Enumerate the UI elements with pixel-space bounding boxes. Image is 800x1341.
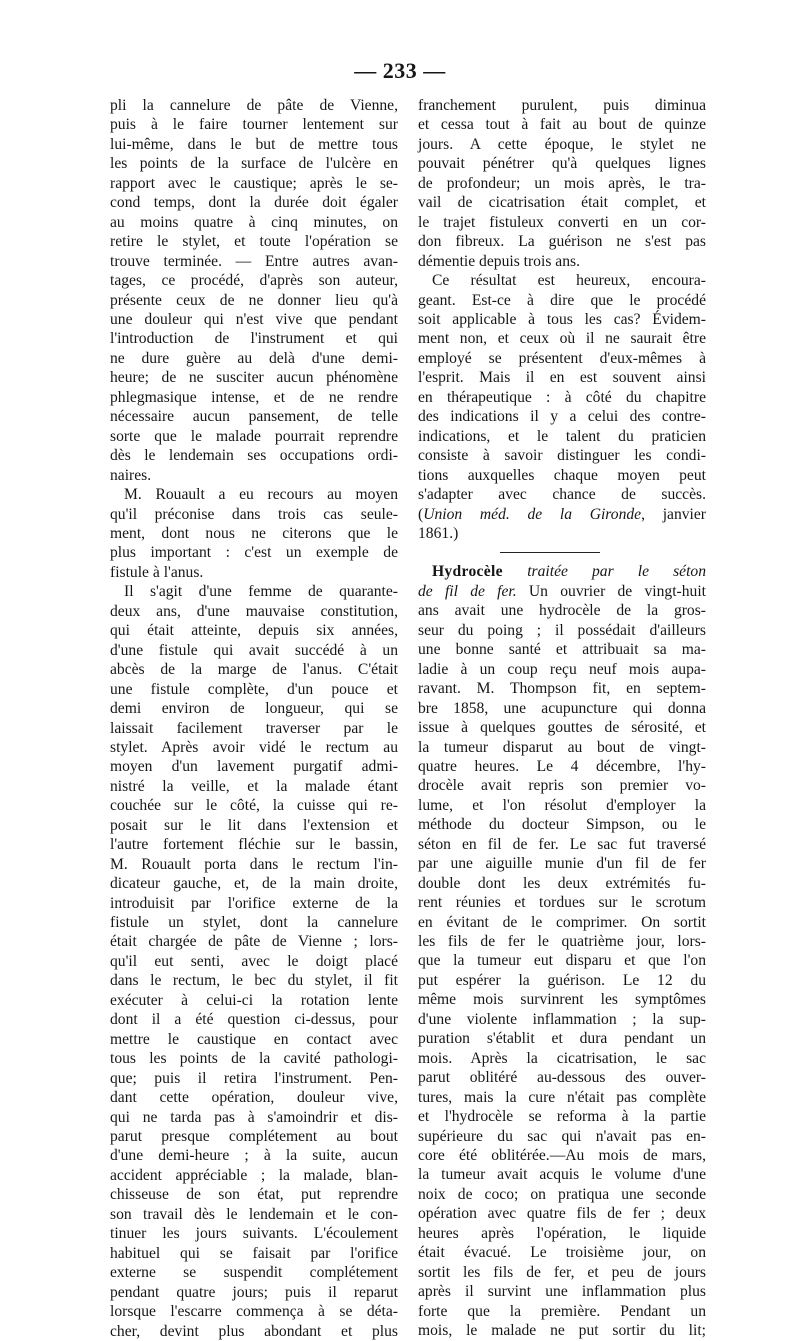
text-line: drocèle avait repris son premier vo- bbox=[418, 777, 706, 795]
text-line: de fil de fer. Un ouvrier de vingt-huit bbox=[418, 582, 706, 600]
text-line: sorte que le malade pourrait reprendre bbox=[110, 427, 398, 445]
text-line: M. Rouault porta dans le rectum l'in- bbox=[110, 855, 398, 873]
text-line: soit applicable à tous les cas? Évidem- bbox=[418, 310, 706, 328]
text-line: externe se suspendit complétement bbox=[110, 1264, 398, 1282]
text-line: heure; de ne susciter aucun phénomène bbox=[110, 369, 398, 387]
text-line: 1861.) bbox=[418, 524, 459, 542]
text-line: cher, devint plus abondant et plus bbox=[110, 1322, 398, 1340]
text-line: une douleur qui n'est vive que pendant bbox=[110, 310, 398, 328]
text-line: (Union méd. de la Gironde, janvier bbox=[418, 505, 707, 523]
text-line: par une aiguille munie d'un fil de fer bbox=[418, 855, 706, 873]
text-line: mois, le malade ne put sortir du lit; bbox=[418, 1322, 706, 1340]
text-line: lorsque l'escarre commença à se déta- bbox=[110, 1303, 398, 1321]
text-line: seur du poing ; il possédait d'ailleurs bbox=[418, 621, 706, 639]
text-line: les fils de fer le quatrième jour, lors- bbox=[418, 933, 706, 951]
text-line: bre 1858, une acupuncture qui donna bbox=[418, 699, 706, 717]
text-line: ment, dont nous ne citerons que le bbox=[110, 524, 398, 542]
text-line: était chargée de pâte de Vienne ; lors- bbox=[110, 933, 398, 951]
text-line: abcès de la marge de l'anus. C'était bbox=[110, 661, 398, 679]
text-line: et cessa tout à fait au bout de quinze bbox=[418, 116, 706, 134]
text-line: des indications il y a celui des contre- bbox=[418, 408, 706, 426]
text-line: fistule un stylet, dont la cannelure bbox=[110, 914, 398, 932]
text-line: geant. Est-ce à dire que le procédé bbox=[418, 291, 706, 309]
text-line: phlegmasique intense, et de ne rendre bbox=[110, 388, 398, 406]
text-line: dont il a été question ci-dessus, pour bbox=[110, 1011, 398, 1029]
left-column bbox=[110, 96, 398, 1341]
text-line: ment non, et ceux où il ne saurait être bbox=[418, 330, 706, 348]
text-line: mettre le caustique en contact avec bbox=[110, 1030, 398, 1048]
text-line: qu'il eut senti, avec le doigt placé bbox=[110, 952, 398, 970]
text-line: tages, ce procédé, d'après son auteur, bbox=[110, 272, 398, 290]
text-line: l'introduction de l'instrument et qui bbox=[110, 330, 398, 348]
text-line: laissait facilement traverser par le bbox=[110, 719, 398, 737]
text-line: Hydrocèle traitée par le séton bbox=[432, 563, 707, 581]
text-line: vail de cicatrisation était complet, et bbox=[418, 194, 706, 212]
text-line: présente ceux de ne donner lieu qu'à bbox=[110, 291, 398, 309]
text-line: nécessaire aucun pansement, de telle bbox=[110, 408, 398, 426]
text-line: qui ne tarda pas à s'amoindrir et dis- bbox=[110, 1108, 398, 1126]
text-line: les points de la surface de l'ulcère en bbox=[110, 155, 398, 173]
text-line: introduisit par l'orifice externe de la bbox=[110, 894, 398, 912]
text-line: s'adapter avec chance de succès. bbox=[418, 486, 706, 504]
text-line: M. Rouault a eu recours au moyen bbox=[124, 486, 398, 504]
text-line: parut presque complétement au bout bbox=[110, 1128, 398, 1146]
text-line: pli la cannelure de pâte de Vienne, bbox=[110, 97, 398, 114]
text-line: don fibreux. La guérison ne s'est pas bbox=[418, 233, 706, 251]
text-line: indications, et le talent du praticien bbox=[418, 427, 706, 445]
text-line: et l'hydrocèle se reforma à la partie bbox=[418, 1108, 706, 1126]
text-line: tures, mais la cure n'était pas complète bbox=[418, 1088, 706, 1106]
text-line: tions auxquelles chaque moyen peut bbox=[418, 466, 706, 484]
text-line: jours. A cette époque, le stylet ne bbox=[418, 135, 706, 153]
text-line: puration s'établit et dura pendant un bbox=[418, 1030, 706, 1048]
text-line: une fistule complète, d'un pouce et bbox=[110, 680, 398, 698]
text-line: fistule à l'anus. bbox=[110, 563, 204, 581]
text-line: l'autre fortement fléchie sur le bassin, bbox=[110, 836, 398, 854]
text-line: le trajet fistuleux converti en un cor- bbox=[418, 213, 706, 231]
text-line: en thérapeutique : à côté du chapitre bbox=[418, 388, 706, 406]
text-line: lume, et l'on résolut d'employer la bbox=[418, 796, 706, 814]
text-line: lui-même, dans le but de mettre tous bbox=[110, 135, 398, 153]
text-line: en évitant de le comprimer. On sortit bbox=[418, 913, 706, 931]
text-line: trouve terminée. — Entre autres avan- bbox=[110, 252, 398, 270]
page-number: — 233 — bbox=[354, 58, 446, 83]
text-line: put espérer la guérison. Le 12 du bbox=[418, 971, 706, 989]
text-line: d'une demi-heure ; à la suite, aucun bbox=[110, 1147, 398, 1165]
text-line: méthode du docteur Simpson, ou le bbox=[418, 816, 706, 834]
text-line: dicateur gauche, et, de la main droite, bbox=[110, 875, 398, 893]
text-line: rent réunies et tordues sur le scrotum bbox=[418, 894, 706, 912]
text-line: core été oblitérée.—Au mois de mars, bbox=[418, 1147, 706, 1165]
text-line: tous les points de la cavité pathologi- bbox=[110, 1050, 398, 1068]
text-line: cond temps, dont la durée doit égaler bbox=[110, 194, 398, 212]
text-line: dant cette opération, douleur vive, bbox=[110, 1089, 398, 1107]
text-line: naires. bbox=[110, 466, 152, 484]
text-line: pouvait pénétrer qu'à quelques lignes bbox=[418, 155, 706, 173]
text-line: accident appréciable ; la malade, blan- bbox=[110, 1166, 398, 1184]
text-line: deux ans, d'une mauvaise constitution, bbox=[110, 602, 398, 620]
text-line: tinuer les jours suivants. L'écoulement bbox=[110, 1225, 398, 1243]
text-line: dans le rectum, le bec du stylet, il fit bbox=[110, 972, 398, 990]
text-line: qu'il préconise dans trois cas seule- bbox=[110, 505, 398, 523]
text-line: parut oblitéré au-dessous des ouver- bbox=[418, 1069, 706, 1087]
text-line: double dont les deux extrémités fu- bbox=[418, 874, 706, 892]
text-line: ladie à un coup reçu neuf mois aupa- bbox=[418, 660, 706, 678]
text-line: Ce résultat est heureux, encoura- bbox=[432, 272, 706, 290]
text-line: employé se présentent d'eux-mêmes à bbox=[418, 349, 706, 367]
text-line: dès le lendemain ses occupations ordi- bbox=[110, 447, 398, 465]
text-line: chisseuse de son état, put reprendre bbox=[110, 1186, 398, 1204]
text-line: retire le stylet, et toute l'opération se bbox=[110, 233, 398, 251]
text-line: demi environ de longueur, qui se bbox=[110, 700, 398, 718]
text-line: opération avec quatre fils de fer ; deux bbox=[418, 1205, 706, 1223]
text-line: son travail dès le lendemain et le con- bbox=[110, 1205, 398, 1223]
text-line: pendant quatre jours; puis il reparut bbox=[110, 1283, 398, 1301]
text-line: sortit les fils de fer, et peu de jours bbox=[418, 1263, 706, 1281]
text-line: moyen d'un lavement purgatif admi- bbox=[110, 758, 398, 776]
text-line: séton en fil de fer. Le sac fut traversé bbox=[418, 835, 706, 853]
text-line: supérieure du sac qui n'avait pas en- bbox=[418, 1127, 706, 1145]
text-line: Il s'agit d'une femme de quarante- bbox=[124, 583, 398, 601]
text-line: couchée sur le côté, la cuisse qui re- bbox=[110, 797, 398, 815]
text-line: heures après l'opération, le liquide bbox=[418, 1224, 706, 1242]
text-line: la tumeur avait acquis le volume d'une bbox=[418, 1166, 706, 1184]
text-line: d'une fistule qui avait succédé à un bbox=[110, 641, 398, 659]
text-line: de profondeur; un mois après, le tra- bbox=[418, 174, 706, 192]
right-column bbox=[418, 96, 706, 1341]
text-line: exécuter à celui-ci la rotation lente bbox=[110, 991, 398, 1009]
text-line: ravant. M. Thompson fit, en septem- bbox=[418, 680, 706, 698]
text-line: habituel qui se faisait par l'orifice bbox=[110, 1244, 398, 1262]
section-divider bbox=[500, 552, 600, 553]
text-line: l'esprit. Mais il en est souvent ainsi bbox=[418, 369, 706, 387]
text-line: puis à le faire tourner lentement sur bbox=[110, 116, 398, 134]
text-line: posait sur le lit dans l'extension et bbox=[110, 816, 398, 834]
text-line: stylet. Après avoir vidé le rectum au bbox=[110, 738, 398, 756]
text-line: que la tumeur eut disparu et que l'on bbox=[418, 952, 706, 970]
text-line: quatre heures. Le 4 décembre, l'hy- bbox=[418, 757, 706, 775]
text-line: consiste à savoir distinguer les condi- bbox=[418, 447, 706, 465]
text-line: que; puis il retira l'instrument. Pen- bbox=[110, 1069, 398, 1087]
text-line: franchement purulent, puis diminua bbox=[418, 97, 706, 114]
text-line: démentie depuis trois ans. bbox=[418, 252, 580, 270]
text-line: plus important : c'est un exemple de bbox=[110, 544, 398, 562]
text-line: était évacué. Le troisième jour, on bbox=[418, 1244, 706, 1262]
text-line: après il survint une inflammation plus bbox=[418, 1283, 706, 1301]
text-line: nistré la veille, et la malade étant bbox=[110, 777, 398, 795]
text-line: ne dure guère au delà d'une demi- bbox=[110, 349, 398, 367]
text-line: une bonne santé et attribuait sa ma- bbox=[418, 641, 706, 659]
text-line: ans avait une hydrocèle de la gros- bbox=[418, 602, 706, 620]
text-line: même mois survinrent les symptômes bbox=[418, 991, 706, 1009]
text-line: au moins quatre à cinq minutes, on bbox=[110, 213, 398, 231]
text-line: la tumeur disparut au bout de vingt- bbox=[418, 738, 706, 756]
text-line: rapport avec le caustique; après le se- bbox=[110, 174, 398, 192]
text-line: d'une violente inflammation ; la sup- bbox=[418, 1010, 706, 1028]
text-line: mois. Après la cicatrisation, le sac bbox=[418, 1049, 706, 1067]
text-line: forte que la première. Pendant un bbox=[418, 1302, 706, 1320]
text-line: issue à quelques gouttes de sérosité, et bbox=[418, 719, 706, 737]
text-line: noix de coco; on pratiqua une seconde bbox=[418, 1185, 706, 1203]
text-line: qui était atteinte, depuis six années, bbox=[110, 622, 398, 640]
